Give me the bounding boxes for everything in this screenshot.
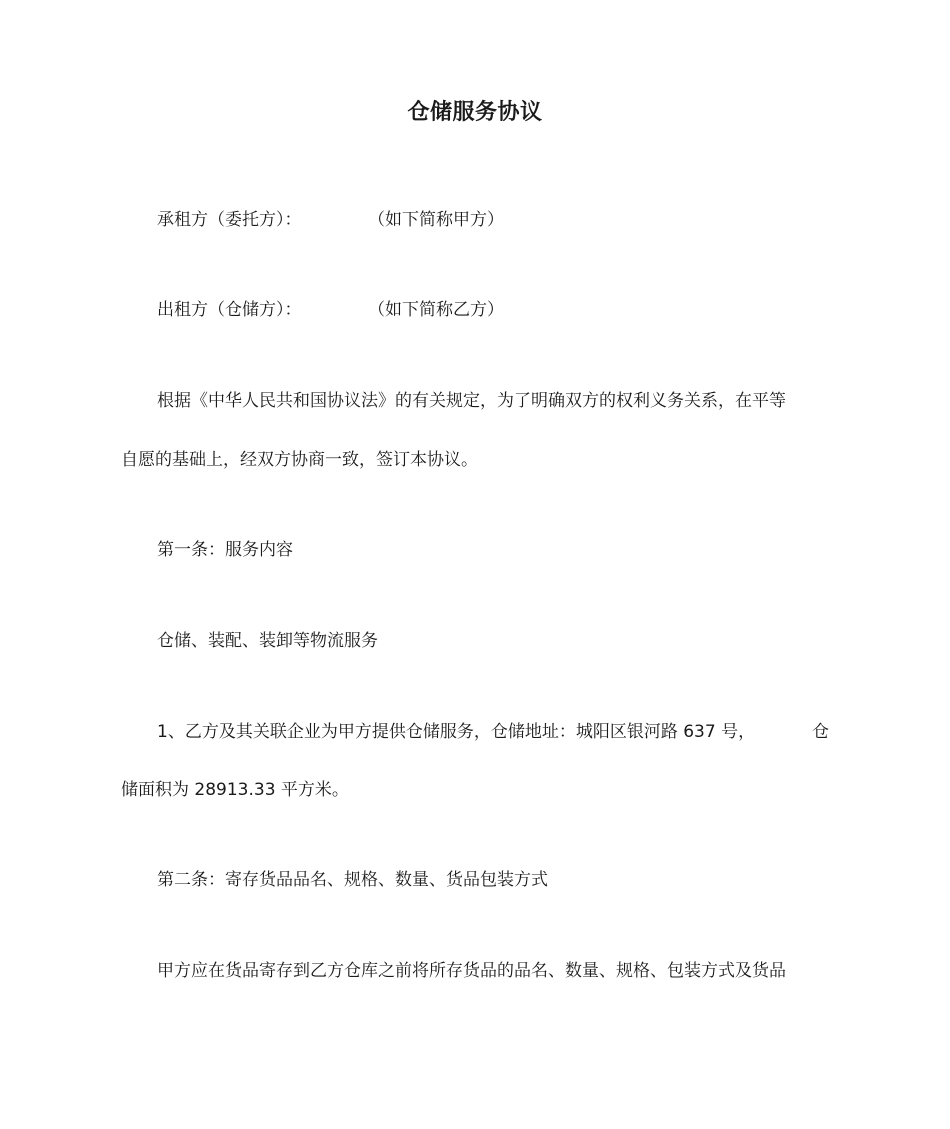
article-1-body: 仓储、装配、装卸等物流服务 [157, 631, 378, 651]
lessor-note: （如下简称乙方） [368, 300, 504, 320]
lessee-note: （如下简称甲方） [368, 210, 504, 230]
article-1-heading: 第一条：服务内容 [157, 540, 293, 560]
document-title: 仓储服务协议 [407, 100, 543, 125]
clause-1-line-1-end: 仓 [812, 722, 829, 742]
clause-1-line-2: 储面积为 28913.33 平方米。 [121, 780, 349, 800]
lessee-label: 承租方（委托方）： [157, 210, 302, 230]
article-2-heading: 第二条：寄存货品品名、规格、数量、货品包装方式 [157, 870, 548, 890]
clause-1-line-1 [157, 719, 829, 745]
lessor-label: 出租方（仓储方）： [157, 300, 302, 320]
article-2-body-line-1: 甲方应在货品寄存到乙方仓库之前将所存货品的品名、数量、规格、包装方式及货品 [157, 961, 786, 981]
preamble-line-2: 自愿的基础上，经双方协商一致，签订本协议。 [121, 450, 478, 470]
clause-1-line-1-main: 1、乙方及其关联企业为甲方提供仓储服务，仓储地址：城阳区银河路 637 号， [157, 722, 756, 742]
preamble-line-1: 根据《中华人民共和国协议法》的有关规定，为了明确双方的权利义务关系，在平等 [157, 391, 786, 411]
